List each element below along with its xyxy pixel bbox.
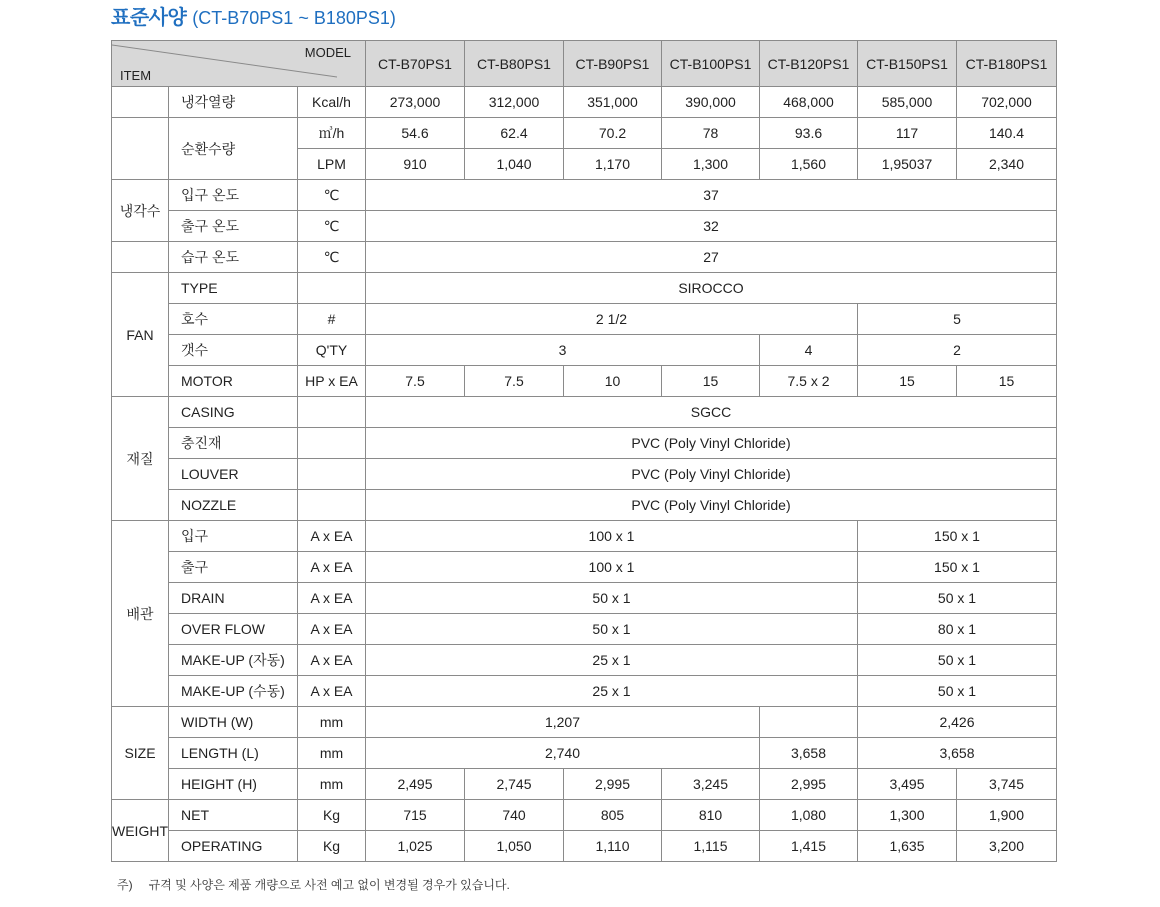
value-cell: 3,200	[957, 831, 1057, 862]
row-label: NOZZLE	[169, 490, 298, 521]
group-label: 냉각수	[112, 180, 169, 242]
row-label: TYPE	[169, 273, 298, 304]
value-cell: 1,95037	[858, 149, 957, 180]
table-row	[112, 583, 1057, 614]
value-cell: 1,170	[564, 149, 662, 180]
value-cell: 5	[858, 304, 1057, 335]
unit-cell: A x EA	[298, 676, 366, 707]
table-row	[112, 707, 1057, 738]
value-cell: 50 x 1	[858, 583, 1057, 614]
row-label: 호수	[169, 304, 298, 335]
value-cell: 1,300	[858, 800, 957, 831]
unit-cell: ℃	[298, 242, 366, 273]
value-cell: 80 x 1	[858, 614, 1057, 645]
value-cell: 50 x 1	[858, 676, 1057, 707]
row-label: HEIGHT (H)	[169, 769, 298, 800]
model-header: CT-B90PS1	[564, 41, 662, 87]
footnote-mark: 주)	[117, 878, 133, 892]
row-label: MOTOR	[169, 366, 298, 397]
table-row	[112, 273, 1057, 304]
value-cell: 805	[564, 800, 662, 831]
table-row	[112, 242, 1057, 273]
value-cell: 3,245	[662, 769, 760, 800]
unit-cell: mm	[298, 707, 366, 738]
row-label: 출구	[169, 552, 298, 583]
value-cell: 468,000	[760, 87, 858, 118]
unit-cell: Kg	[298, 831, 366, 862]
row-label: 갯수	[169, 335, 298, 366]
table-row	[112, 397, 1057, 428]
value-cell: 27	[366, 242, 1057, 273]
value-cell: 70.2	[564, 118, 662, 149]
unit-cell: mm	[298, 738, 366, 769]
unit-cell: ℃	[298, 211, 366, 242]
unit-cell: Kg	[298, 800, 366, 831]
row-label: 냉각열량	[169, 87, 298, 118]
value-cell: 15	[858, 366, 957, 397]
unit-cell: A x EA	[298, 521, 366, 552]
table-row	[112, 87, 1057, 118]
value-cell: 100 x 1	[366, 521, 858, 552]
unit-cell: Kcal/h	[298, 87, 366, 118]
item-label: ITEM	[120, 68, 152, 83]
table-row	[112, 645, 1057, 676]
value-cell: PVC (Poly Vinyl Chloride)	[366, 490, 1057, 521]
row-label: LENGTH (L)	[169, 738, 298, 769]
empty-cell	[112, 87, 169, 118]
value-cell: 312,000	[465, 87, 564, 118]
unit-cell	[298, 428, 366, 459]
model-header: CT-B180PS1	[957, 41, 1057, 87]
value-cell: 150 x 1	[858, 552, 1057, 583]
unit-cell	[298, 459, 366, 490]
value-cell: 1,415	[760, 831, 858, 862]
model-header: CT-B150PS1	[858, 41, 957, 87]
value-cell: 2 1/2	[366, 304, 858, 335]
value-cell: 7.5 x 2	[760, 366, 858, 397]
value-cell: 1,115	[662, 831, 760, 862]
table-row	[112, 831, 1057, 862]
table-row	[112, 180, 1057, 211]
row-label: NET	[169, 800, 298, 831]
value-cell: PVC (Poly Vinyl Chloride)	[366, 459, 1057, 490]
footnote-text: 규격 및 사양은 제품 개량으로 사전 예고 없이 변경될 경우가 있습니다.	[148, 878, 510, 892]
value-cell: 78	[662, 118, 760, 149]
model-label: MODEL	[304, 45, 351, 60]
value-cell: 50 x 1	[366, 583, 858, 614]
value-cell: 10	[564, 366, 662, 397]
value-cell: 93.6	[760, 118, 858, 149]
table-row	[112, 428, 1057, 459]
value-cell: 2,745	[465, 769, 564, 800]
value-cell: 25 x 1	[366, 645, 858, 676]
value-cell: 2,495	[366, 769, 465, 800]
value-cell: PVC (Poly Vinyl Chloride)	[366, 428, 1057, 459]
value-cell: 2	[858, 335, 1057, 366]
value-cell: 140.4	[957, 118, 1057, 149]
value-cell: 4	[760, 335, 858, 366]
value-cell: 702,000	[957, 87, 1057, 118]
unit-cell: A x EA	[298, 645, 366, 676]
group-label: 배관	[112, 521, 169, 707]
row-label: CASING	[169, 397, 298, 428]
row-label: MAKE-UP (자동)	[169, 645, 298, 676]
row-label: 입구 온도	[169, 180, 298, 211]
unit-cell: A x EA	[298, 614, 366, 645]
unit-cell: Q'TY	[298, 335, 366, 366]
group-label: SIZE	[112, 707, 169, 800]
model-header: CT-B120PS1	[760, 41, 858, 87]
value-cell: 351,000	[564, 87, 662, 118]
unit-cell	[298, 397, 366, 428]
value-cell: SGCC	[366, 397, 1057, 428]
unit-cell: #	[298, 304, 366, 335]
model-header: CT-B100PS1	[662, 41, 760, 87]
value-cell: 2,740	[366, 738, 760, 769]
table-row	[112, 769, 1057, 800]
value-cell: 1,040	[465, 149, 564, 180]
title-main: 표준사양	[111, 7, 187, 29]
value-cell: 3,658	[760, 738, 858, 769]
unit-cell: HP x EA	[298, 366, 366, 397]
table-row	[112, 211, 1057, 242]
row-label: 충진재	[169, 428, 298, 459]
value-cell: 100 x 1	[366, 552, 858, 583]
model-header: CT-B70PS1	[366, 41, 465, 87]
header-corner	[112, 41, 366, 87]
value-cell: 273,000	[366, 87, 465, 118]
value-cell: 910	[366, 149, 465, 180]
unit-cell: ℃	[298, 180, 366, 211]
table-row	[112, 304, 1057, 335]
table-row	[112, 459, 1057, 490]
value-cell: 2,426	[858, 707, 1057, 738]
value-cell: SIROCCO	[366, 273, 1057, 304]
table-row	[112, 335, 1057, 366]
value-cell: 1,635	[858, 831, 957, 862]
row-label: OVER FLOW	[169, 614, 298, 645]
value-cell: 25 x 1	[366, 676, 858, 707]
table-row	[112, 738, 1057, 769]
value-cell: 1,560	[760, 149, 858, 180]
value-cell: 1,207	[366, 707, 760, 738]
row-label: 순환수량	[169, 118, 298, 180]
group-label: FAN	[112, 273, 169, 397]
empty-cell	[112, 242, 169, 273]
value-cell: 1,025	[366, 831, 465, 862]
group-label: 재질	[112, 397, 169, 521]
unit-cell: A x EA	[298, 552, 366, 583]
value-cell: 7.5	[465, 366, 564, 397]
row-label: OPERATING	[169, 831, 298, 862]
table-row	[112, 676, 1057, 707]
value-cell: 7.5	[366, 366, 465, 397]
table-row	[112, 521, 1057, 552]
empty-cell	[760, 707, 858, 738]
unit-cell: ㎥/h	[298, 118, 366, 149]
value-cell: 1,050	[465, 831, 564, 862]
row-label: 습구 온도	[169, 242, 298, 273]
unit-cell: A x EA	[298, 583, 366, 614]
value-cell: 1,080	[760, 800, 858, 831]
value-cell: 1,900	[957, 800, 1057, 831]
table-row	[112, 366, 1057, 397]
row-label: WIDTH (W)	[169, 707, 298, 738]
unit-cell: LPM	[298, 149, 366, 180]
row-label: MAKE-UP (수동)	[169, 676, 298, 707]
page-title	[111, 3, 396, 33]
value-cell: 715	[366, 800, 465, 831]
row-label: 출구 온도	[169, 211, 298, 242]
empty-cell	[112, 118, 169, 180]
footnote	[117, 876, 510, 893]
value-cell: 2,340	[957, 149, 1057, 180]
value-cell: 3	[366, 335, 760, 366]
table-row	[112, 800, 1057, 831]
title-model-range: (CT-B70PS1 ~ B180PS1)	[192, 8, 396, 28]
value-cell: 150 x 1	[858, 521, 1057, 552]
row-label: DRAIN	[169, 583, 298, 614]
table-row	[112, 552, 1057, 583]
value-cell: 810	[662, 800, 760, 831]
model-header: CT-B80PS1	[465, 41, 564, 87]
value-cell: 1,300	[662, 149, 760, 180]
header-row	[112, 41, 1057, 87]
value-cell: 50 x 1	[366, 614, 858, 645]
value-cell: 2,995	[564, 769, 662, 800]
table-row	[112, 490, 1057, 521]
spec-table	[111, 40, 1057, 862]
value-cell: 2,995	[760, 769, 858, 800]
value-cell: 37	[366, 180, 1057, 211]
value-cell: 117	[858, 118, 957, 149]
row-label: LOUVER	[169, 459, 298, 490]
unit-cell	[298, 490, 366, 521]
value-cell: 32	[366, 211, 1057, 242]
value-cell: 390,000	[662, 87, 760, 118]
table-row	[112, 118, 1057, 149]
value-cell: 15	[662, 366, 760, 397]
row-label: 입구	[169, 521, 298, 552]
value-cell: 585,000	[858, 87, 957, 118]
value-cell: 54.6	[366, 118, 465, 149]
value-cell: 15	[957, 366, 1057, 397]
value-cell: 3,495	[858, 769, 957, 800]
value-cell: 3,658	[858, 738, 1057, 769]
table-row	[112, 614, 1057, 645]
group-label: WEIGHT	[112, 800, 169, 862]
value-cell: 50 x 1	[858, 645, 1057, 676]
value-cell: 1,110	[564, 831, 662, 862]
value-cell: 62.4	[465, 118, 564, 149]
unit-cell	[298, 273, 366, 304]
value-cell: 3,745	[957, 769, 1057, 800]
value-cell: 740	[465, 800, 564, 831]
unit-cell: mm	[298, 769, 366, 800]
